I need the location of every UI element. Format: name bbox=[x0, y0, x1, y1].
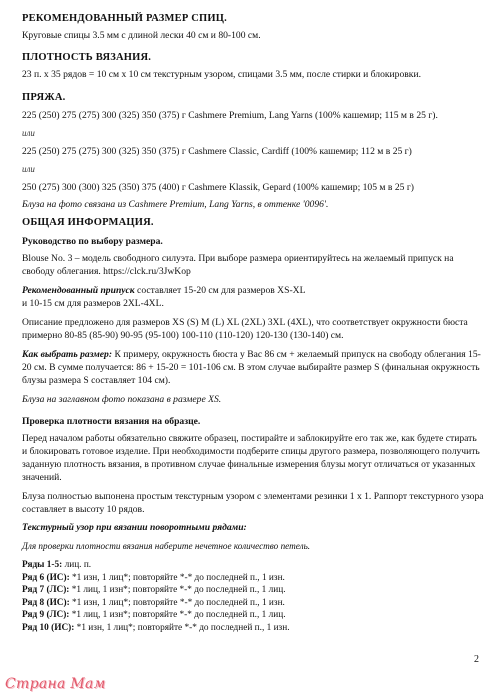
pattern-row bbox=[22, 572, 484, 585]
ease-label: Рекомендованный припуск bbox=[22, 285, 135, 296]
row-label: Ряд 7 (ЛС): bbox=[22, 585, 70, 596]
needles-heading: РЕКОМЕНДОВАННЫЙ РАЗМЕР СПИЦ. bbox=[22, 13, 227, 24]
yarn-heading-dot: . bbox=[62, 92, 66, 103]
gauge-check-heading: Проверка плотности вязания на образце. bbox=[22, 416, 201, 427]
ease-line-1: составляет 15-20 см для размеров XS-XL bbox=[134, 285, 306, 296]
row-instruction: *1 изн, 1 лиц*; повторяйте *-* до последней п., 1 изн. bbox=[69, 597, 285, 608]
yarn-option-2: 225 (250) 275 (275) 300 (325) 350 (375) г Cashmere Classic, Cardiff (100% кашемир; 112 м в 25 г) bbox=[22, 146, 412, 157]
row-label: Ряд 9 (ЛС): bbox=[22, 610, 70, 621]
row-instruction: *1 лиц, 1 изн*; повторяйте *-* до последней п., 1 лиц. bbox=[69, 610, 286, 621]
sizes-text: Описание предложено для размеров XS (S) M (L) XL (2XL) 3XL (4XL), что соответствует окружности бюста примерно 80-85 (85-90) 90-95 (95-100) 100-110 (110-120) 120-130 (130-140) см. bbox=[22, 317, 468, 341]
cover-photo-note: Блуза на заглавном фото показана в размере XS. bbox=[22, 394, 222, 405]
size-guide-heading: Руководство по выбору размера. bbox=[22, 236, 163, 247]
yarn-or-2: или bbox=[22, 164, 35, 174]
general-heading: ОБЩАЯ ИНФОРМАЦИЯ. bbox=[22, 217, 154, 228]
row-instruction: *1 изн, 1 лиц*; повторяйте *-* до последней п., 1 изн. bbox=[74, 622, 290, 633]
pattern-row bbox=[22, 584, 484, 597]
row-instruction: *1 лиц, 1 изн*; повторяйте *-* до последней п., 1 лиц. bbox=[69, 585, 286, 596]
yarn-photo-note: Блуза на фото связана из Cashmere Premium, Lang Yarns, в оттенке '0096'. bbox=[22, 199, 329, 210]
yarn-option-3: 250 (275) 300 (300) 325 (350) 375 (400) г Cashmere Klassik, Gepard (100% кашемир; 105 м в 25 г) bbox=[22, 182, 414, 193]
choose-size-paragraph bbox=[22, 348, 484, 387]
page-number: 2 bbox=[474, 654, 479, 665]
pattern-description: Блуза полностью выпонена простым текстурным узором с элементами резинки 1 х 1. Раппорт текстурного узора составляет в высоту 10 рядов. bbox=[22, 491, 484, 515]
needles-text: Круговые спицы 3.5 мм с длиной лески 40 см и 80-100 см. bbox=[22, 30, 261, 41]
choose-size-text: К примеру, окружность бюста у Вас 86 см + желаемый припуск на свободу облегания 15-20 см. В сумме получается: 86 + 15-20 = 101-106 см. В этом случае выбирайте размер S (финальная окружность блузы размера S составляет 104 см). bbox=[22, 349, 481, 386]
row-label: Ряд 6 (ИС): bbox=[22, 572, 70, 583]
row-label: Ряд 8 (ИС): bbox=[22, 597, 70, 608]
gauge-text: 23 п. х 35 рядов = 10 см х 10 см текстурным узором, спицами 3.5 мм, после стирки и блокировки. bbox=[22, 69, 421, 80]
gauge-check-text: Перед началом работы обязательно свяжите образец, постирайте и заблокируйте его так же, как будете стирать и блокировать готовое изделие. При необходимости подберите спицы другого размера, позволяющего получить заданную плотность вязания, в противном случае финальные измерения блузы могут отличаться от указанных значений. bbox=[22, 433, 480, 483]
yarn-or-1: или bbox=[22, 128, 35, 138]
gauge-heading: ПЛОТНОСТЬ ВЯЗАНИЯ. bbox=[22, 52, 152, 63]
row-label: Ряд 10 (ИС): bbox=[22, 622, 75, 633]
row-instruction: лиц. п. bbox=[62, 560, 92, 570]
pattern-row bbox=[22, 597, 484, 610]
pattern-row bbox=[22, 609, 484, 622]
document-page bbox=[22, 12, 484, 635]
watermark-logo: Страна Мам bbox=[5, 676, 106, 692]
choose-size-label: Как выбрать размер: bbox=[22, 349, 113, 360]
yarn-heading bbox=[22, 91, 484, 104]
ease-line-2: и 10-15 см для размеров 2XL-4XL. bbox=[22, 298, 164, 309]
pattern-heading: Текстурный узор при вязании поворотными рядами: bbox=[22, 522, 247, 533]
ease-paragraph bbox=[22, 284, 484, 310]
yarn-heading-text: ПРЯЖА bbox=[22, 92, 63, 103]
pattern-rows bbox=[22, 559, 484, 635]
size-guide-text: Blouse No. 3 – модель свободного силуэта. При выборе размера ориентируйтесь на желаемый припуск на свободу облегания. https://clck.ru/3JwKop bbox=[22, 253, 454, 277]
row-label: Ряды 1-5: bbox=[22, 560, 63, 570]
pattern-note: Для проверки плотности вязания наберите нечетное количество петель. bbox=[22, 541, 311, 551]
row-instruction: *1 изн, 1 лиц*; повторяйте *-* до последней п., 1 изн. bbox=[69, 572, 285, 583]
pattern-row bbox=[22, 559, 484, 572]
pattern-row bbox=[22, 622, 484, 635]
yarn-option-1: 225 (250) 275 (275) 300 (325) 350 (375) г Cashmere Premium, Lang Yarns (100% кашемир; 115 м в 25 г). bbox=[22, 110, 438, 121]
